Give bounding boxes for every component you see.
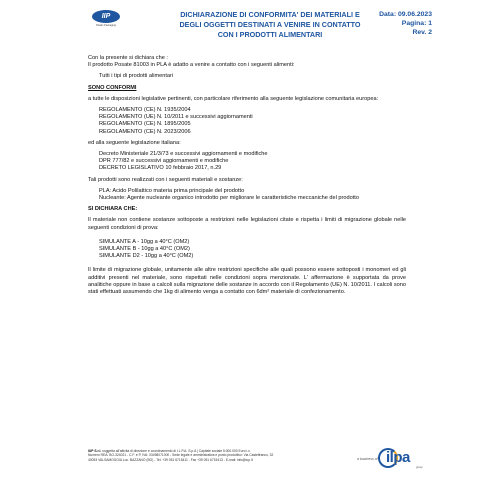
material-item: Nucleante: Agente nucleante organico introdotto per migliorare le caratteristiche meccaniche del prodotto [99,195,359,202]
footer-company: IUP S.r.l. [88,449,102,453]
document-date: Data: 09.06.2023 [379,11,432,18]
it-regulation: Decreto Ministeriale 21/3/73 e successivi aggiornamenti e modifiche [99,151,268,158]
company-logo [92,10,120,30]
materials-intro: Tali prodotti sono realizzati con i seguenti materiali e sostanze: [88,176,243,183]
final-paragraph: Il limite di migrazione globale, unitamente alle altre restrizioni specifiche alle quali possono essere sottoposti i monomeri ed gli additivi presenti nel materiale, sono rispettati nelle condizioni sopra menzionate. L' affermazione è supportata da prove analitiche oppure in base a calcoli sulla migrazione delle sostanze in accordo con il Regolamento (UE) N. 10/2011. I calcoli sono stati effettuati assumendo che 1kg di alimento venga a contatto con 6dm² materiale di confezionamento. [88,267,406,296]
ilpa-wordmark: ilpa [386,449,410,466]
simulant-item: SIMULANTE D2 - 10gg a 40°C (OM2) [99,253,194,260]
ilpa-logo [376,446,426,472]
title-line: DICHIARAZIONE DI CONFORMITA' DEI MATERIALI E [180,10,360,19]
intro-line: Con la presente si dichiara che : [88,55,168,61]
business-of-label: a business of [357,457,378,461]
intro-line: Il prodotto Posate 81003 in PLA è adatto a venire a contatto con i seguenti alimenti: [88,62,295,69]
section-heading-dichiara: SI DICHIARA CHE: [88,206,138,213]
eu-intro: a tutte le disposizioni legislative pertinenti, con particolare riferimento alla seguente legislazione comunitaria europea: [88,95,379,102]
foods-line: Tutti i tipi di prodotti alimentari [99,73,174,80]
document-footer [88,449,328,462]
material-item: PLA: Acido Polilattico materia prima principale del prodotto [99,187,245,194]
document-body [88,55,406,296]
migration-intro: Il materiale non contiene sostanze sottoposte a restrizioni nelle legislazioni citate e rispetta i limiti di migrazione globale nelle seguenti condizioni di prova: [88,217,406,231]
eu-regulation: REGOLAMENTO (CE) N. 1895/2005 [99,121,191,128]
ilpa-group-label: group [416,466,423,469]
revision: Rev. 2 [412,29,432,36]
footer-line-2: Numero REA: BO-324021 - C.F. e P. IVA: 03498071000 - Sede legale e amministrativa e punto produttivo: Via Castelfranco, 32 [88,453,274,458]
it-intro: ed alla seguente legislazione italiana: [88,139,181,146]
title-line: DEGLI OGGETTI DESTINATI A VENIRE IN CONTATTO [179,20,361,29]
it-regulation: DPR 777/82 e successivi aggiornamenti e modifiche [99,158,229,165]
page-number: Pagina: 1 [401,20,432,27]
it-regulation: DECRETO LEGISLATIVO 10 febbraio 2017, n.29 [99,165,222,172]
eu-regulation: REGOLAMENTO (UE) N. 10/2011 e successivi aggiornamenti [99,114,253,121]
document-title [172,10,368,40]
section-heading-conformi: SONO CONFORMI [88,84,137,91]
title-line: CON I PRODOTTI ALIMENTARI [217,30,323,39]
logo-mark: IIP [92,10,120,23]
simulant-item: SIMULANTE A - 10gg a 40°C (OM2) [99,238,190,245]
footer-line-3: 40053 VALSAMOGGIA Loc. BAZZANO (BO) - Tel. +39 051 6715411 - Fax +39 051 6715413 - E-mail: info@iup.it [88,457,253,462]
footer-text: soggetta all'attività di direzione e coordinamento di I.L.P.A. S.p.A | Capitale sociale 5.000.000 Euro i.v. [101,449,251,453]
document-meta [372,10,432,37]
simulant-item: SIMULANTE B - 10gg a 40°C (OM2) [99,246,190,253]
eu-regulation: REGOLAMENTO (CE) N. 1935/2004 [99,107,191,114]
logo-tagline: Plastic Packaging [96,24,116,27]
eu-regulation: REGOLAMENTO (CE) N. 2023/2006 [99,128,191,135]
